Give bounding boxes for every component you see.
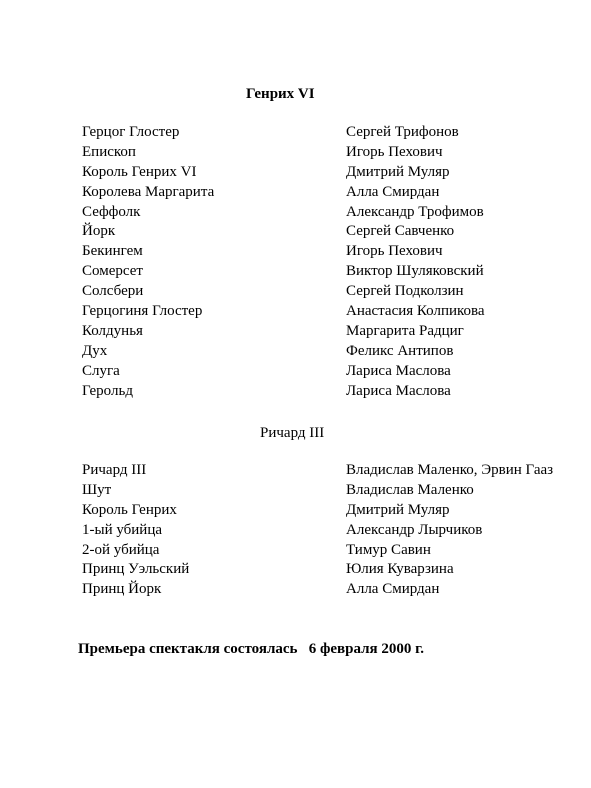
actor-name: Сергей Савченко bbox=[346, 223, 455, 240]
actor-name: Игорь Пехович bbox=[346, 143, 443, 160]
cast-row bbox=[0, 559, 591, 579]
actor-name: Феликс Антипов bbox=[346, 342, 454, 359]
cast-row bbox=[0, 241, 591, 261]
actor-name: Тимур Савин bbox=[346, 541, 431, 558]
cast-row bbox=[0, 500, 591, 520]
section-title-richard-iii: Ричард III bbox=[260, 425, 325, 441]
role-name: Солсбери bbox=[82, 283, 144, 300]
role-name: 2-ой убийца bbox=[82, 541, 160, 558]
cast-row bbox=[0, 381, 591, 401]
premiere-note: Премьера спектакля состоялась 6 февраля 2000 г. bbox=[78, 641, 424, 657]
actor-name: Виктор Шуляковский bbox=[346, 263, 484, 280]
cast-row bbox=[0, 281, 591, 301]
actor-name: Маргарита Радциг bbox=[346, 322, 464, 339]
actor-name: Алла Смирдан bbox=[346, 581, 440, 598]
cast-row bbox=[0, 301, 591, 321]
role-name: Дух bbox=[82, 342, 108, 359]
role-name: Герольд bbox=[82, 382, 133, 399]
actor-name: Игорь Пехович bbox=[346, 243, 443, 260]
role-name: Король Генрих VI bbox=[82, 163, 197, 180]
actor-name: Владислав Маленко bbox=[346, 481, 474, 498]
role-name: Йорк bbox=[82, 223, 116, 240]
actor-name: Юлия Куварзина bbox=[346, 561, 454, 578]
section-title-henry-vi: Генрих VI bbox=[246, 86, 315, 102]
role-name: Епископ bbox=[82, 143, 136, 160]
actor-name: Владислав Маленко, Эрвин Гааз bbox=[346, 462, 554, 478]
cast-row bbox=[0, 341, 591, 361]
actor-name: Сергей Трифонов bbox=[346, 124, 459, 140]
actor-name: Дмитрий Муляр bbox=[346, 501, 450, 518]
role-name: Бекингем bbox=[82, 243, 143, 260]
role-name: 1-ый убийца bbox=[82, 521, 163, 538]
cast-row bbox=[0, 221, 591, 241]
cast-row bbox=[0, 142, 591, 162]
cast-list-richard-iii bbox=[0, 460, 591, 599]
cast-row bbox=[0, 182, 591, 202]
cast-row bbox=[0, 520, 591, 540]
role-name: Слуга bbox=[82, 362, 120, 379]
cast-row bbox=[0, 321, 591, 341]
cast-row bbox=[0, 460, 591, 480]
actor-name: Алла Смирдан bbox=[346, 183, 440, 200]
actor-name: Лариса Маслова bbox=[346, 382, 451, 399]
role-name: Герцог Глостер bbox=[82, 124, 180, 140]
actor-name: Лариса Маслова bbox=[346, 362, 451, 379]
actor-name: Дмитрий Муляр bbox=[346, 163, 450, 180]
role-name: Принц Йорк bbox=[82, 581, 162, 598]
cast-row bbox=[0, 261, 591, 281]
role-name: Принц Уэльский bbox=[82, 561, 190, 578]
actor-name: Анастасия Колпикова bbox=[346, 303, 485, 320]
role-name: Колдунья bbox=[82, 322, 143, 339]
role-name: Ричард III bbox=[82, 462, 147, 478]
cast-row bbox=[0, 361, 591, 381]
role-name: Шут bbox=[82, 481, 112, 498]
role-name: Герцогиня Глостер bbox=[82, 303, 203, 320]
role-name: Сомерсет bbox=[82, 263, 143, 280]
cast-row bbox=[0, 540, 591, 560]
role-name: Сеффолк bbox=[82, 203, 141, 220]
cast-row bbox=[0, 202, 591, 222]
cast-list-henry-vi bbox=[0, 122, 591, 400]
cast-row bbox=[0, 579, 591, 599]
role-name: Король Генрих bbox=[82, 501, 177, 518]
cast-row bbox=[0, 122, 591, 142]
cast-row bbox=[0, 162, 591, 182]
actor-name: Александр Лырчиков bbox=[346, 521, 483, 538]
actor-name: Александр Трофимов bbox=[346, 203, 484, 220]
cast-row bbox=[0, 480, 591, 500]
role-name: Королева Маргарита bbox=[82, 183, 215, 200]
actor-name: Сергей Подколзин bbox=[346, 283, 464, 300]
